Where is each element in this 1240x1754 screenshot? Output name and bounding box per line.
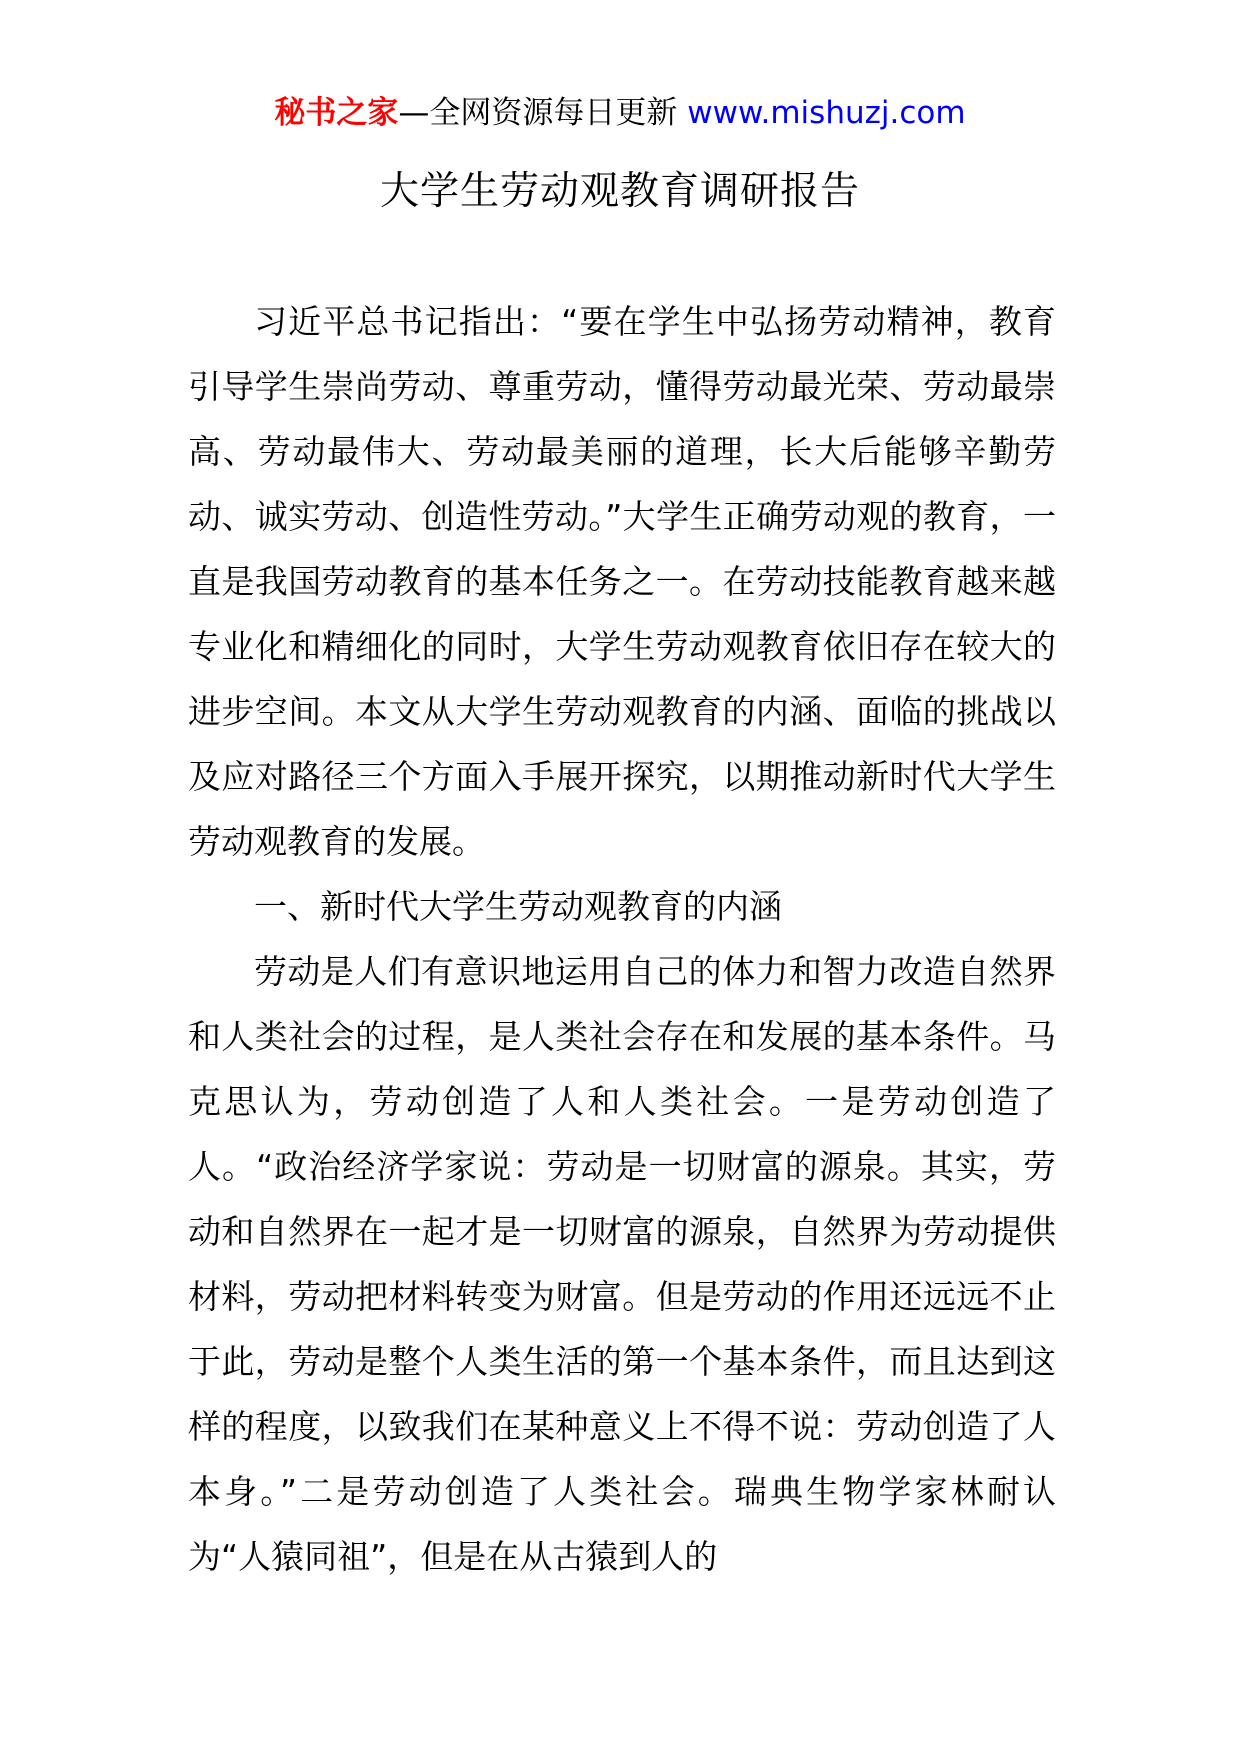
body-paragraph: 劳动是人们有意识地运用自己的体力和智力改造自然界和人类社会的过程，是人类社会存在和发展的基本条件。马克思认为，劳动创造了人和人类社会。一是劳动创造了人。“政治经济学家说：劳动是一切财富的源泉。其实，劳动和自然界在一起才是一切财富的源泉，自然界为劳动提供材料，劳动把材料转变为财富。但是劳动的作用还远远不止于此，劳动是整个人类生活的第一个基本条件，而且达到这样的程度，以致我们在某种意义上不得不说：劳动创造了人本身。”二是劳动创造了人类社会。瑞典生物学家林耐认为“人猿同祖”，但是在从古猿到人的 xyxy=(188,952,1056,1576)
intro-paragraph: 习近平总书记指出：“要在学生中弘扬劳动精神，教育引导学生崇尚劳动、尊重劳动，懂得劳动最光荣、劳动最崇高、劳动最伟大、劳动最美丽的道理，长大后能够辛勤劳动、诚实劳动、创造性劳动。”大学生正确劳动观的教育，一直是我国劳动教育的基本任务之一。在劳动技能教育越来越专业化和精细化的同时，大学生劳动观教育依旧存在较大的进步空间。本文从大学生劳动观教育的内涵、面临的挑战以及应对路径三个方面入手展开探究，以期推动新时代大学生劳动观教育的发展。 xyxy=(188,302,1056,861)
site-header xyxy=(0,92,1240,134)
site-url-link[interactable]: www.mishuzj.com xyxy=(687,95,966,131)
site-tagline: —全网资源每日更新 xyxy=(398,95,688,131)
document-body xyxy=(188,289,1056,1589)
site-brand: 秘书之家 xyxy=(274,95,399,131)
section-heading-1: 一、新时代大学生劳动观教育的内涵 xyxy=(254,887,782,926)
document-title: 大学生劳动观教育调研报告 xyxy=(379,169,860,214)
